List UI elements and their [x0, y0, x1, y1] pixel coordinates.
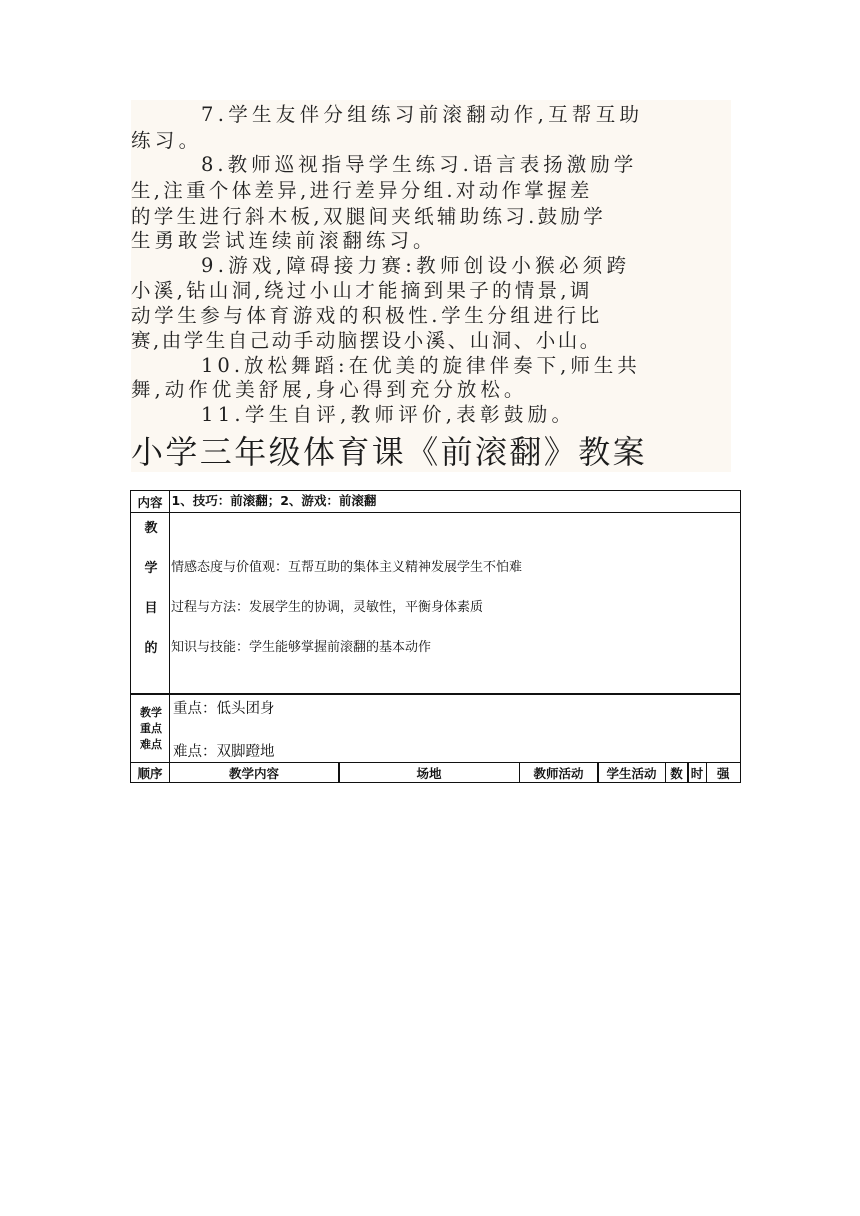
step-9-line-2: 小溪,钻山洞,绕过小山才能摘到果子的情景,调: [131, 279, 593, 302]
step-8-line-2: 生,注重个体差异,进行差异分组.对动作掌握差: [131, 179, 593, 202]
lesson-steps-text: [131, 100, 731, 472]
keypoints-label-3: 难点: [140, 738, 162, 751]
step-8-line-1: 8.教师巡视指导学生练习.语言表扬激励学: [201, 153, 638, 176]
step-8-line-3: 的学生进行斜木板,双腿间夹纸辅助练习.鼓励学: [131, 205, 606, 228]
key-point: 重点：低头团身: [173, 701, 275, 717]
goal-process: 过程与方法：发展学生的协调，灵敏性，平衡身体素质: [171, 599, 484, 615]
header-teacher-label: 教师活动: [533, 765, 584, 781]
step-7-line-2: 练习。: [131, 129, 203, 152]
step-10-line-1: 10.放松舞蹈:在优美的旋律伴奏下,师生共: [201, 354, 641, 377]
header-intensity: [706, 762, 742, 783]
header-student-label: 学生活动: [606, 765, 657, 781]
header-teacher: [519, 762, 599, 783]
header-order-label: 顺序: [137, 765, 163, 781]
header-content-label: 教学内容: [228, 765, 279, 781]
header-time-label: 时: [690, 765, 704, 781]
header-time: [687, 762, 707, 783]
keypoints-row: [130, 693, 741, 763]
goal-emotion: 情感态度与价值观：互帮互助的集体主义精神发展学生不怕难: [171, 559, 523, 575]
goal-label-char-3: 目: [144, 600, 158, 616]
header-content: [169, 762, 340, 783]
lesson-plan-table: [130, 490, 741, 783]
header-intensity-label: 强: [716, 765, 730, 781]
step-9-line-3: 动学生参与体育游戏的积极性.学生分组进行比: [131, 304, 603, 327]
header-count-label: 数: [670, 765, 683, 781]
goals-row: [130, 512, 741, 695]
step-11-line-1: 11.学生自评,教师评价,表彰鼓励。: [201, 403, 576, 426]
step-9-line-1: 9.游戏,障碍接力赛:教师创设小猴必须跨: [201, 254, 631, 277]
header-order: [130, 762, 170, 783]
content-label: 内容: [137, 494, 163, 510]
goal-knowledge: 知识与技能：学生能够掌握前滚翻的基本动作: [171, 639, 432, 655]
header-venue-label: 场地: [416, 765, 442, 781]
header-student: [597, 762, 666, 783]
goal-label-char-2: 学: [144, 560, 158, 576]
step-10-line-2: 舞,动作优美舒展,身心得到充分放松。: [131, 378, 528, 401]
difficulty: 难点：双脚蹬地: [173, 744, 275, 760]
header-venue: [338, 762, 520, 783]
goal-label-char-4: 的: [144, 640, 158, 656]
keypoints-label-1: 教学: [140, 706, 162, 719]
step-7-line-1: 7.学生友伴分组练习前滚翻动作,互帮互助: [201, 103, 644, 126]
page-title: 小学三年级体育课《前滚翻》教案: [131, 433, 648, 471]
keypoints-label-2: 重点: [140, 722, 162, 735]
content-label-cell: [130, 490, 170, 513]
goal-label-char-1: 教: [144, 520, 158, 536]
header-count: [665, 762, 689, 783]
content-value-cell: [169, 490, 742, 513]
step-9-line-4: 赛,由学生自己动手动脑摆设小溪、山洞、小山。: [131, 329, 602, 352]
content-value: 1、技巧：前滚翻；2、游戏：前滚翻: [171, 493, 377, 508]
step-8-line-4: 生勇敢尝试连续前滚翻练习。: [131, 229, 437, 252]
